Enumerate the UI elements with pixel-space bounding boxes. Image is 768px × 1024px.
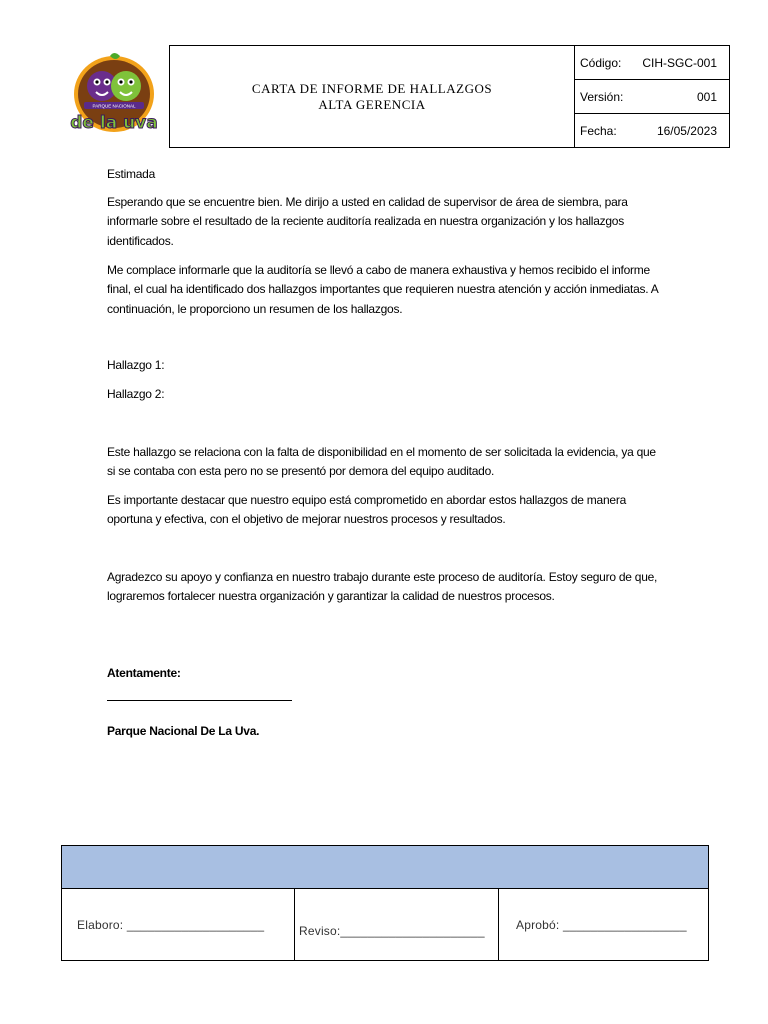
aprobo-label: Aprobó: __________________ <box>516 918 687 932</box>
aprobo-cell <box>499 888 709 961</box>
paragraph-thanks: Agradezco su apoyo y confianza en nuestro trabajo durante este proceso de auditoría. Estoy seguro de que, lograremos fortalecer nuestra organización y garantizar la calidad de nuestros procesos. <box>107 570 658 604</box>
document-subtitle: ALTA GERENCIA <box>318 96 426 112</box>
approval-table <box>61 845 709 961</box>
paragraph-intro: Esperando que se encuentre bien. Me dirijo a usted en calidad de supervisor de área de siembra, para informarle sobre el resultado de la reciente auditoría realizada en nuestra organización y los hallazgos identificados. <box>107 195 628 248</box>
meta-value: CIH-SGC-001 <box>642 55 717 70</box>
signature-name: Parque Nacional De La Uva. <box>107 724 260 738</box>
meta-label: Código: <box>580 55 622 70</box>
meta-value: 001 <box>696 89 717 104</box>
signature-line <box>107 700 292 701</box>
meta-label: Fecha: <box>580 123 617 138</box>
finding-1: Hallazgo 1: <box>107 358 165 372</box>
approval-table-header-band <box>62 846 708 889</box>
elaboro-cell <box>62 888 295 961</box>
svg-text:PARQUE NACIONAL: PARQUE NACIONAL <box>92 103 136 109</box>
meta-row-version <box>575 80 729 114</box>
paragraph-commitment: Es importante destacar que nuestro equipo está comprometido en abordar estos hallazgos de manera oportuna y efectiva, con el objetivo de mejorar nuestros procesos y resultados. <box>107 493 626 527</box>
closing: Atentamente: <box>107 666 181 680</box>
meta-value: 16/05/2023 <box>656 123 717 138</box>
park-logo <box>70 52 158 142</box>
reviso-label: Reviso:_____________________ <box>299 924 485 938</box>
document-meta-table <box>575 45 730 148</box>
salutation: Estimada <box>107 167 156 181</box>
svg-text:de la uva: de la uva <box>70 113 158 133</box>
meta-label: Versión: <box>580 89 624 104</box>
paragraph-audit: Me complace informarle que la auditoría se llevó a cabo de manera exhaustiva y hemos recibido el informe final, el cual ha identificado dos hallazgos importantes que requieren nuestra atención y acción inmediatas. A continuación, le proporciono un resumen de los hallazgos. <box>107 263 658 316</box>
meta-row-code <box>575 46 729 80</box>
finding-2: Hallazgo 2: <box>107 387 165 401</box>
document-title-box <box>169 45 575 148</box>
meta-row-date <box>575 114 729 147</box>
elaboro-label: Elaboro: ____________________ <box>77 918 265 932</box>
reviso-cell <box>295 888 499 961</box>
paragraph-finding-detail: Este hallazgo se relaciona con la falta de disponibilidad en el momento de ser solicitada la evidencia, ya que si se contaba con esta pero no se presentó por demora del equipo auditado. <box>107 445 656 479</box>
document-title: CARTA DE INFORME DE HALLAZGOS <box>251 80 493 96</box>
